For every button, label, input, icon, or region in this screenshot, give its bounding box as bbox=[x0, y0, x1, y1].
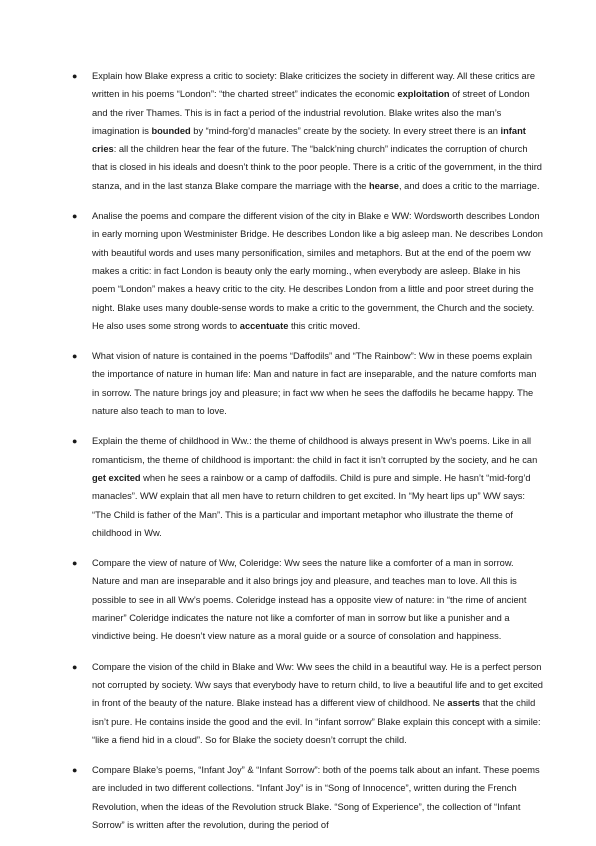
bullet-icon: ● bbox=[72, 211, 78, 222]
text-run: of street of London and the river Thames. This is in fact a period of the industrial revolution. Blake writes also the man’s imagination is bbox=[92, 89, 530, 136]
bold-term: get excited bbox=[92, 472, 141, 483]
paragraph-text bbox=[92, 207, 544, 335]
bold-term: asserts bbox=[447, 698, 480, 709]
paragraph-text bbox=[92, 761, 544, 834]
bold-term: exploitation bbox=[397, 89, 450, 100]
text-run: that the child isn’t pure. He contains inside the good and the evil. In “infant sorrow” Blake explain this concept with a simile: “like a fiend hid in a cloud”. So for Blake the society doesn’t corrupt the child. bbox=[92, 698, 541, 745]
list-item bbox=[74, 67, 544, 195]
bullet-icon: ● bbox=[72, 558, 78, 569]
text-run: Analise the poems and compare the different vision of the city in Blake e WW: Wordsworth describes London in early morning upon Westminister Bridge. He describes London like a big asleep man. Ne describes London with beautiful words and uses many personification, similes and metaphors. But at the end of the poem ww makes a critic: in fact London is beauty only the early morning., when everybody are asleep. Blake in his poem “London” makes a heavy critic to the city. He describes London from a little and poor street during the night. Blake uses many double-sense words to make a critic to the government, the Church and the society. He also uses some strong words to bbox=[92, 211, 543, 331]
text-run: , and does a critic to the marriage. bbox=[398, 180, 540, 191]
bullet-icon: ● bbox=[72, 661, 78, 672]
paragraph-text bbox=[92, 347, 544, 420]
list-item bbox=[74, 432, 544, 542]
text-run: Explain how Blake express a critic to society: Blake criticizes the society in different way. All these critics are written in his poems “London”: “the charted street” indicates the economic bbox=[92, 71, 535, 100]
bullet-icon: ● bbox=[72, 436, 78, 447]
paragraph-text bbox=[92, 432, 544, 542]
text-run: Compare the vision of the child in Blake and Ww: Ww sees the child in a beautiful way. He is a perfect person not corrupted by society. Ww says that everybody have to return child, to live a beautiful life and to get excited in front of the beauty of the nature. Blake instead has a different view of childhood. Ne bbox=[92, 661, 543, 709]
text-run: Compare Blake’s poems, “Infant Joy” & “Infant Sorrow”: both of the poems talk about an infant. These poems are included in two different collections. “Infant Joy” is in “Song of Innocence”, written during the French Revolution, when the ideas of the Revolution struck Blake. “Song of Experience”, the collection of “Infant Sorrow” is written after the revolution, during the period of bbox=[92, 765, 540, 830]
bullet-icon: ● bbox=[72, 765, 78, 776]
text-run: when he sees a rainbow or a camp of daffodils. Child is pure and simple. He hasn’t “mid-forg’d manacles”. WW explain that all men have to return children to get excited. In “My heart lips up” WW says: “The Child is father of the Man”. This is a particular and important metaphor who illustrate the theme of childhood in Ww. bbox=[92, 472, 531, 538]
text-run: this critic moved. bbox=[288, 320, 361, 331]
text-run: Explain the theme of childhood in Ww.: the theme of childhood is always present in Ww’s poems. Like in all romanticism, the theme of childhood is important: the child in fact it isn’t corrupted by the society, and he can bbox=[92, 436, 538, 465]
paragraph-text bbox=[92, 554, 544, 645]
list-item bbox=[74, 347, 544, 420]
list-item bbox=[74, 207, 544, 335]
text-run: by “mind-forg’d manacles” create by the society. In every street there is an bbox=[190, 125, 501, 136]
bold-term: hearse bbox=[369, 180, 399, 191]
text-run: Compare the view of nature of Ww, Coleridge: Ww sees the nature like a comforter of a man in sorrow. Nature and man are inseparable and it also brings joy and pleasure, and teaches man to love. All this is possible to see in all Ww’s poems. Coleridge instead has a opposite view of nature: in “the rime of ancient mariner” Coleridge indicates the nature not like a comforter of man in sorrow but like a punisher and a vindictive being. He doesn’t view nature as a moral guide or a source of consolation and happiness. bbox=[92, 558, 527, 642]
paragraph-text bbox=[92, 67, 544, 195]
bullet-icon: ● bbox=[72, 71, 78, 81]
bold-term: bounded bbox=[151, 125, 191, 136]
bullet-icon: ● bbox=[72, 351, 78, 362]
list-item bbox=[74, 761, 544, 834]
text-run: : all the children hear the fear of the future. The “balck’ning church” indicates the corruption of church that is closed in his ideals and doesn’t think to the poor people. There is a critic of the government, in the third stanza, and in the last stanza Blake compare the marriage with the bbox=[92, 144, 542, 191]
paragraph-text bbox=[92, 658, 544, 749]
list-item bbox=[74, 658, 544, 749]
bold-term: infant cries bbox=[92, 125, 526, 155]
list-item bbox=[74, 554, 544, 645]
text-run: What vision of nature is contained in the poems “Daffodils” and “The Rainbow”: Ww in these poems explain the importance of nature in human life: Man and nature in fact are inseparable, and the nature comforts man in sorrow. The nature brings joy and pleasure; in fact ww when he sees the daffodils he became happy. The nature also teach to man to love. bbox=[92, 351, 537, 417]
bullet-list bbox=[74, 67, 544, 846]
bold-term: accentuate bbox=[239, 320, 289, 331]
